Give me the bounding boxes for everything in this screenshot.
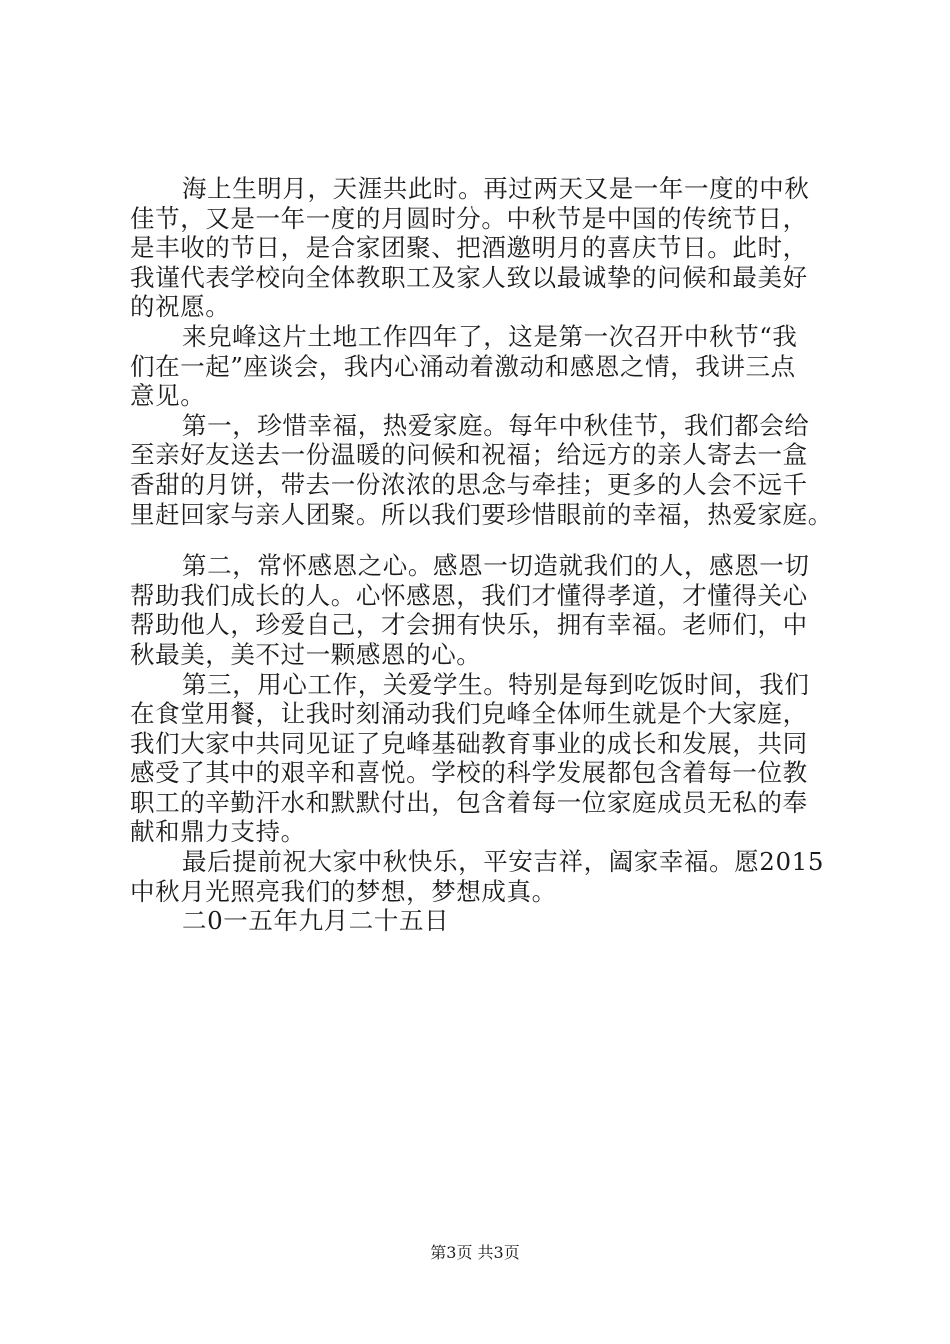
paragraph-1-line-1: 海上生明月，天涯共此时。再过两天又是一年一度的中秋	[182, 174, 810, 203]
paragraph-1-line-5: 的祝愿。	[130, 292, 231, 322]
paragraph-5-line-5: 职工的辛勤汗水和默默付出，包含着每一位家庭成员无私的奉	[130, 787, 808, 817]
paragraph-4-line-2: 帮助我们成长的人。心怀感恩，我们才懂得孝道，才懂得关心	[130, 580, 808, 610]
paragraph-6-line-1: 最后提前祝大家中秋快乐，平安吉祥，阖家幸福。愿2015	[182, 847, 825, 877]
paragraph-4-line-1: 第二，常怀感恩之心。感恩一切造就我们的人，感恩一切	[182, 551, 810, 581]
paragraph-1-line-3: 是丰收的节日，是合家团聚、把酒邀明月的喜庆节日。此时，	[130, 233, 808, 263]
document-body	[130, 174, 840, 936]
paragraph-gap	[130, 529, 840, 551]
paragraph-2-line-2: 们在一起”座谈会，我内心涌动着激动和感恩之情，我讲三点	[130, 351, 796, 381]
page-number-footer: 第3页 共3页	[430, 1243, 520, 1262]
paragraph-3-line-1: 第一，珍惜幸福，热爱家庭。每年中秋佳节，我们都会给	[182, 410, 810, 440]
paragraph-1-line-4: 我谨代表学校向全体教职工及家人致以最诚挚的问候和最美好	[130, 262, 808, 292]
paragraph-3-line-4: 里赶回家与亲人团聚。所以我们要珍惜眼前的幸福，热爱家庭。	[130, 499, 833, 529]
paragraph-4-line-3: 帮助他人，珍爱自己，才会拥有快乐，拥有幸福。老师们，中	[130, 610, 808, 640]
paragraph-5-line-1: 第三，用心工作，关爱学生。特别是每到吃饭时间，我们	[182, 669, 810, 699]
date-line: 二0一五年九月二十五日	[182, 906, 450, 936]
paragraph-2-line-1: 来皃峰这片土地工作四年了，这是第一次召开中秋节“我	[182, 321, 798, 351]
paragraph-3-line-3: 香甜的月饼，带去一份浓浓的思念与牵挂；更多的人会不远千	[130, 469, 808, 499]
paragraph-3-line-2: 至亲好友送去一份温暖的问候和祝福；给远方的亲人寄去一盒	[130, 440, 808, 470]
paragraph-2-line-3: 意见。	[130, 381, 206, 411]
paragraph-1-line-2: 佳节，又是一年一度的月圆时分。中秋节是中国的传统节日，	[130, 203, 808, 233]
paragraph-5-line-2: 在食堂用餐，让我时刻涌动我们皃峰全体师生就是个大家庭，	[130, 699, 808, 729]
paragraph-5-line-6: 献和鼎力支持。	[130, 817, 306, 847]
paragraph-6-line-2: 中秋月光照亮我们的梦想，梦想成真。	[130, 876, 557, 906]
paragraph-5-line-3: 我们大家中共同见证了皃峰基础教育事业的成长和发展，共同	[130, 728, 808, 758]
paragraph-4-line-4: 秋最美，美不过一颗感恩的心。	[130, 639, 482, 669]
paragraph-5-line-4: 感受了其中的艰辛和喜悦。学校的科学发展都包含着每一位教	[130, 758, 808, 788]
